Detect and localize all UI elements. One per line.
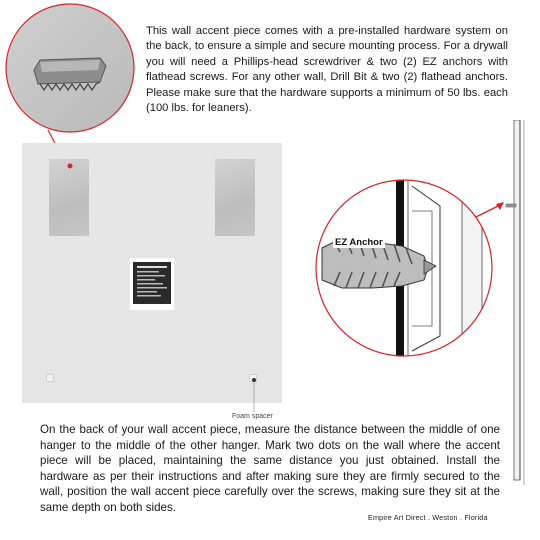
wall-side-profile: [500, 120, 540, 490]
foam-spacer-label: Foam spacer: [232, 413, 273, 420]
callout-pointer-line: [62, 160, 82, 170]
product-label-sticker: [130, 258, 174, 310]
foam-spacer-left: [46, 374, 54, 382]
intro-paragraph: This wall accent piece comes with a pre-installed hardware system on the back, to ensure a simple and secure mounting process. For a drywall you will need a Phillips-head screwdriver & two (2) EZ anchors with flathead screws. For any other wall, Drill Bit & two (2) flathead anchors. Please make sure that the hardware supports a minimum of 50 lbs. each (100 lbs. for leaners).: [146, 25, 508, 115]
hanger-left: [49, 159, 89, 236]
company-credit: Empire Art Direct . Weston . Florida: [368, 513, 488, 522]
accent-piece-back-panel: [22, 143, 282, 403]
foam-spacer-pointer: [240, 376, 280, 416]
instructions-paragraph: On the back of your wall accent piece, measure the distance between the middle of one hanger to the middle of the other hanger. Mark two dots on the wall where the accent piece will be placed, maintaining the same distance you just obtained. Install the hardware as per their instructions and after making sure they are firmly secured to the wall, position the wall accent piece carefully over the screws, making sure they sit at the same depth on both sides.: [40, 423, 500, 514]
ez-anchor-label: EZ Anchor: [335, 237, 383, 248]
ez-anchor-detail-circle: [312, 176, 496, 360]
hanger-right: [215, 159, 255, 236]
